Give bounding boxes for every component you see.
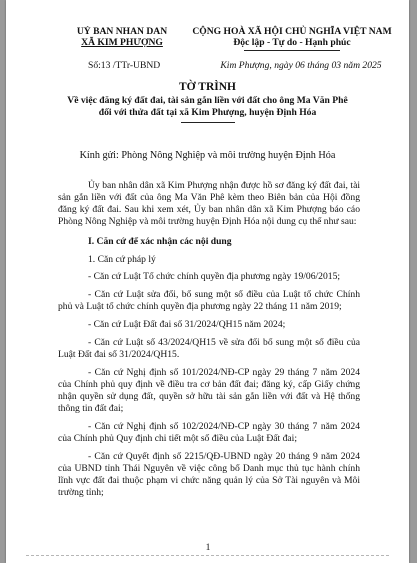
legal-basis-item: - Căn cứ Quyết định số 2215/QĐ-UBND ngày 20 tháng 9 năm 2024 của UBND tỉnh Thái Nguyên về việc công bố Danh mục thủ tục hành chính lĩnh vực đất đai thuộc phạm vi chức năng quản lý của Sở Tài nguyên và Môi trường tỉnh;: [58, 451, 360, 498]
legal-basis-item: - Căn cứ Luật Đất đai số 31/2024/QH15 năm 2024;: [88, 319, 286, 330]
title-underline: [181, 122, 235, 123]
country-motto: Độc lập - Tự do - Hạnh phúc: [233, 37, 351, 48]
legal-basis-item: - Căn cứ Luật số 43/2024/QH15 về sửa đổi bổ sung một số điều của Luật Đất đai số 31/2024/QH15.: [58, 337, 360, 360]
legal-basis-item: - Căn cứ Nghị định số 102/2024/NĐ-CP ngày 30 tháng 7 năm 2024 của Chính phủ Quy định chi tiết một số điều của Luật Đất đai;: [58, 421, 360, 444]
document-type-title: TỜ TRÌNH: [179, 81, 236, 93]
document-number: Số:13 /TTr-UBND: [88, 60, 161, 71]
intro-paragraph: Ủy ban nhân dân xã Kim Phượng nhận được hồ sơ đăng ký đất đai, tài sản gắn liền với đất của ông Ma Văn Phê kèm theo Biên bản của Hội đồng đăng ký đất đai. Sau khi xem xét, Ủy ban nhân dân xã Kim Phượng báo cáo Phòng Nông Nghiệp và môi trường huyện Định Hóa nội dung cụ thể như sau:: [58, 180, 360, 227]
legal-basis-item: - Căn cứ Luật Tổ chức chính quyền địa phương ngày 19/06/2015;: [88, 271, 341, 282]
recipient-line: Kính gửi: Phòng Nông Nghiệp và môi trường huyện Định Hóa: [79, 150, 336, 161]
org-name-line2: XÃ KIM PHƯỢNG: [81, 37, 163, 48]
country-name: CỘNG HOÀ XÃ HỘI CHỦ NGHĨA VIỆT NAM: [192, 26, 392, 37]
document-page: [6, 0, 409, 563]
subsection-legal-basis: 1. Căn cứ pháp lý: [88, 254, 156, 265]
legal-basis-item: - Căn cứ Nghị định số 101/2024/NĐ-CP ngày 29 tháng 7 năm 2024 của Chính phủ quy định về điều tra cơ bản đất đai; đăng ký, cấp Giấy chứng nhận quyền sử dụng đất, quyền sở hữu tài sản gắn liền với đất và Hệ thống thông tin đất đai;: [58, 367, 360, 414]
org-name-line1: UỶ BAN NHAN DAN: [76, 26, 168, 37]
page-number: 1: [205, 542, 211, 553]
motto-underline: [244, 50, 340, 51]
legal-basis-item: - Căn cứ Luật sửa đổi, bổ sung một số điều của Luật tổ chức Chính phủ và Luật tổ chức chính quyền địa phương ngày 22 tháng 11 năm 2019;: [58, 289, 360, 312]
section1-heading: I. Căn cứ để xác nhận các nội dung: [88, 236, 232, 247]
document-date: Kim Phượng, ngày 06 tháng 03 năm 2025: [220, 60, 382, 71]
subject-line1: Về việc đăng ký đất đai, tài sản gắn liền với đất cho ông Ma Văn Phê: [67, 95, 348, 106]
page-margin-guide: [26, 555, 389, 556]
subject-line2: đối với thửa đất tại xã Kim Phượng, huyện Định Hóa: [98, 107, 317, 118]
